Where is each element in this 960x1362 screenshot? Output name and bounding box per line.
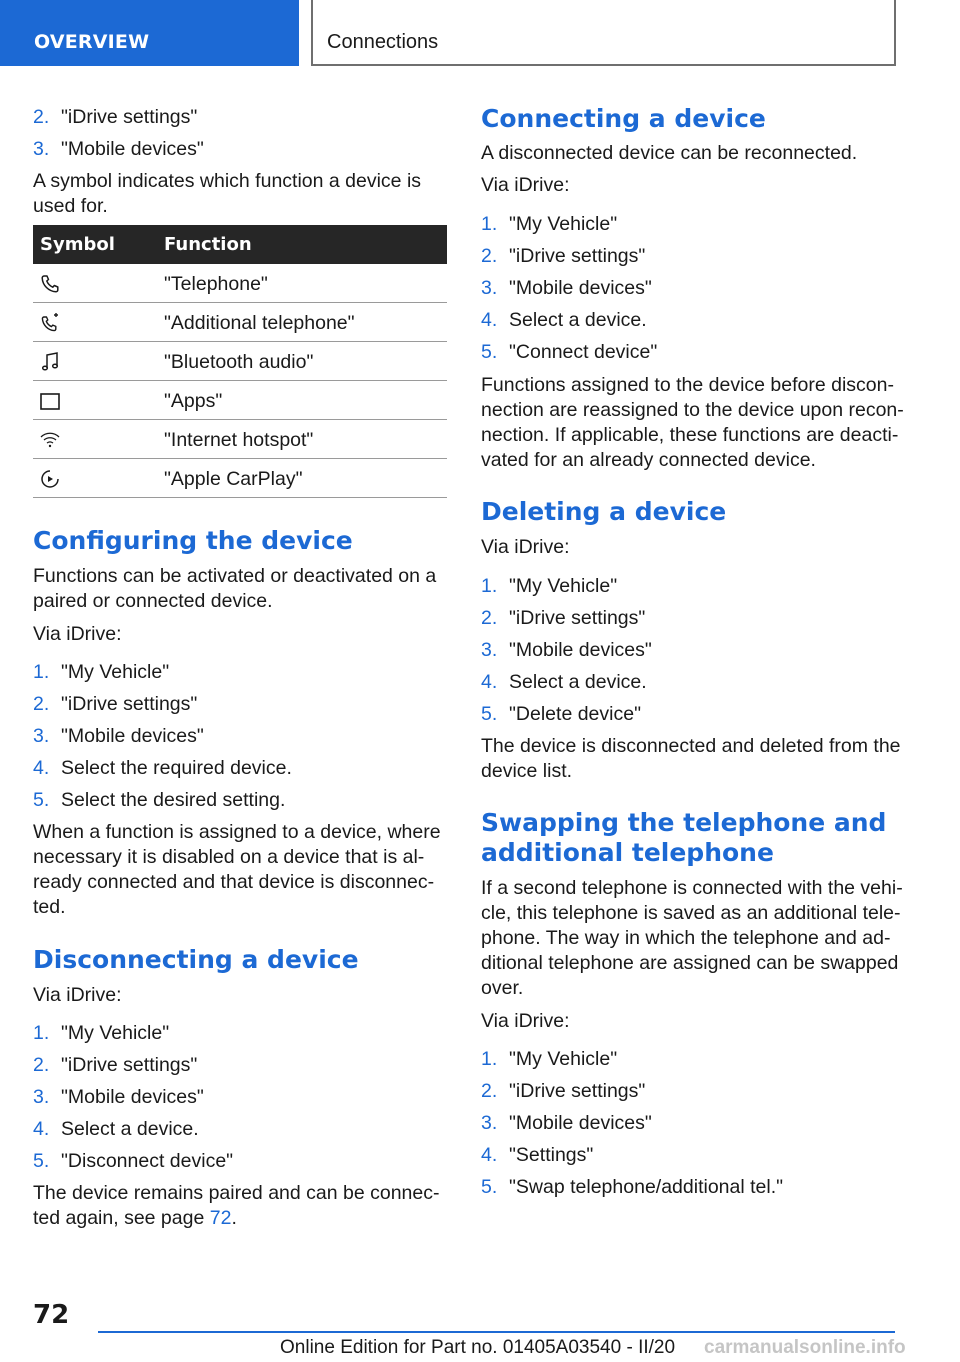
text-line: paired or connected device. bbox=[33, 590, 273, 612]
step-text: "Mobile devices" bbox=[509, 639, 652, 661]
step-text: "Mobile devices" bbox=[61, 725, 204, 747]
step-number: 3. bbox=[33, 138, 50, 160]
text-line: ready connected and that device is disconnec‐ bbox=[33, 871, 435, 893]
step-text: Select a device. bbox=[509, 671, 647, 693]
step-text: "Disconnect device" bbox=[61, 1150, 234, 1172]
text-line: necessary it is disabled on a device that is al‐ bbox=[33, 846, 425, 868]
step-number: 5. bbox=[33, 1150, 50, 1172]
text-line: device list. bbox=[481, 760, 573, 782]
step-text: "iDrive settings" bbox=[61, 1054, 198, 1076]
heading-line: additional telephone bbox=[481, 838, 774, 867]
telephone-icon bbox=[39, 273, 61, 295]
via-idrive-label: Via iDrive: bbox=[33, 623, 122, 645]
table-header bbox=[33, 225, 447, 264]
step-number: 1. bbox=[481, 575, 498, 597]
step-number: 2. bbox=[33, 1054, 50, 1076]
step-text: Select the desired setting. bbox=[61, 789, 286, 811]
section-heading bbox=[481, 808, 886, 868]
section-intro bbox=[481, 876, 903, 1001]
text-fragment: ted again, see page bbox=[33, 1207, 210, 1229]
text-line: over. bbox=[481, 977, 524, 999]
page-number: 72 bbox=[33, 1300, 70, 1330]
wifi-hotspot-icon bbox=[39, 429, 61, 451]
section-intro: A disconnected device can be reconnected. bbox=[481, 142, 858, 164]
edition-text: Online Edition for Part no. 01405A03540 - II/20 bbox=[280, 1337, 676, 1358]
via-idrive-label: Via iDrive: bbox=[33, 984, 122, 1006]
chapter-tab: OVERVIEW bbox=[0, 0, 299, 66]
symbol-intro-text bbox=[33, 169, 421, 219]
step-number: 5. bbox=[33, 789, 50, 811]
step-number: 2. bbox=[481, 245, 498, 267]
step-text: "iDrive settings" bbox=[61, 106, 198, 128]
step-text: "My Vehicle" bbox=[509, 575, 618, 597]
step-text: "Mobile devices" bbox=[509, 1112, 652, 1134]
text-line: phone. The way in which the telephone and ad‐ bbox=[481, 927, 891, 949]
step-text: "Mobile devices" bbox=[61, 1086, 204, 1108]
step-text: "iDrive settings" bbox=[509, 1080, 646, 1102]
text-line: vated for an already connected device. bbox=[481, 449, 816, 471]
table-row bbox=[33, 342, 447, 381]
via-idrive-label: Via iDrive: bbox=[481, 1010, 570, 1032]
section-note bbox=[33, 820, 441, 920]
section-note bbox=[33, 1181, 440, 1231]
step-number: 2. bbox=[481, 1080, 498, 1102]
text-line: cle, this telephone is saved as an additional tele‐ bbox=[481, 902, 901, 924]
step-number: 3. bbox=[481, 1112, 498, 1134]
table-cell-function: "Internet hotspot" bbox=[164, 429, 314, 451]
text-line: If a second telephone is connected with the vehi‐ bbox=[481, 877, 903, 899]
step-text: "Connect device" bbox=[509, 341, 658, 363]
step-text: "Mobile devices" bbox=[509, 277, 652, 299]
step-number: 1. bbox=[33, 661, 50, 683]
table-row bbox=[33, 303, 447, 342]
step-text: "My Vehicle" bbox=[61, 1022, 170, 1044]
page-reference-link[interactable]: 72 bbox=[209, 1207, 232, 1229]
step-number: 5. bbox=[481, 1176, 498, 1198]
section-heading: Configuring the device bbox=[33, 526, 353, 555]
section-heading: Disconnecting a device bbox=[33, 945, 359, 974]
step-number: 2. bbox=[33, 106, 50, 128]
step-number: 5. bbox=[481, 341, 498, 363]
text-line: The device remains paired and can be connec‐ bbox=[33, 1182, 440, 1204]
via-idrive-label: Via iDrive: bbox=[481, 174, 570, 196]
step-text: Select a device. bbox=[61, 1118, 199, 1140]
step-number: 1. bbox=[481, 213, 498, 235]
step-text: "iDrive settings" bbox=[509, 607, 646, 629]
table-cell-function: "Apple CarPlay" bbox=[164, 468, 303, 490]
music-note-icon bbox=[39, 351, 61, 373]
heading-line: Swapping the telephone and bbox=[481, 808, 887, 837]
step-text: "iDrive settings" bbox=[509, 245, 646, 267]
step-text: "My Vehicle" bbox=[509, 1048, 618, 1070]
step-text: "Mobile devices" bbox=[61, 138, 204, 160]
table-row bbox=[33, 381, 447, 420]
step-text: "My Vehicle" bbox=[61, 661, 170, 683]
text-line: ditional telephone are assigned can be swapped bbox=[481, 952, 899, 974]
step-number: 2. bbox=[481, 607, 498, 629]
text-fragment: . bbox=[231, 1207, 237, 1229]
step-number: 1. bbox=[33, 1022, 50, 1044]
step-text: "Delete device" bbox=[509, 703, 641, 725]
section-note bbox=[481, 734, 901, 784]
text-line: ted. bbox=[33, 896, 66, 918]
text-line: used for. bbox=[33, 195, 108, 217]
step-number: 3. bbox=[481, 277, 498, 299]
section-heading: Connecting a device bbox=[481, 104, 766, 133]
section-note bbox=[481, 373, 904, 473]
apps-icon bbox=[39, 390, 61, 412]
step-number: 1. bbox=[481, 1048, 498, 1070]
step-number: 4. bbox=[481, 309, 498, 331]
table-row bbox=[33, 264, 447, 303]
step-text: "Swap telephone/additional tel." bbox=[509, 1176, 784, 1198]
step-number: 4. bbox=[33, 757, 50, 779]
step-number: 4. bbox=[481, 1144, 498, 1166]
step-text: "Settings" bbox=[509, 1144, 594, 1166]
step-text: Select the required device. bbox=[61, 757, 292, 779]
column-header-function: Function bbox=[164, 234, 252, 255]
footer-divider bbox=[98, 1331, 895, 1333]
page-header bbox=[0, 0, 960, 66]
step-text: "My Vehicle" bbox=[509, 213, 618, 235]
step-number: 2. bbox=[33, 693, 50, 715]
text-line: nection are reassigned to the device upon recon‐ bbox=[481, 399, 904, 421]
text-line: nection. If applicable, these functions are deacti‐ bbox=[481, 424, 899, 446]
table-row bbox=[33, 459, 447, 498]
step-number: 4. bbox=[33, 1118, 50, 1140]
column-header-symbol: Symbol bbox=[40, 234, 115, 255]
step-number: 4. bbox=[481, 671, 498, 693]
step-text: Select a device. bbox=[509, 309, 647, 331]
text-line: Functions assigned to the device before discon‐ bbox=[481, 374, 894, 396]
section-heading: Deleting a device bbox=[481, 497, 727, 526]
table-cell-function: "Apps" bbox=[164, 390, 223, 412]
step-text: "iDrive settings" bbox=[61, 693, 198, 715]
text-line: When a function is assigned to a device, where bbox=[33, 821, 441, 843]
table-row bbox=[33, 420, 447, 459]
table-cell-function: "Bluetooth audio" bbox=[164, 351, 314, 373]
text-line: Functions can be activated or deactivated on a bbox=[33, 565, 437, 587]
watermark: carmanualsonline.info bbox=[704, 1337, 906, 1358]
step-number: 3. bbox=[33, 1086, 50, 1108]
table-cell-function: "Telephone" bbox=[164, 273, 268, 295]
text-line: A symbol indicates which function a device is bbox=[33, 170, 422, 192]
step-number: 5. bbox=[481, 703, 498, 725]
carplay-icon bbox=[39, 468, 61, 490]
table-cell-function: "Additional telephone" bbox=[164, 312, 355, 334]
via-idrive-label: Via iDrive: bbox=[481, 536, 570, 558]
additional-telephone-icon bbox=[39, 312, 61, 334]
text-line: The device is disconnected and deleted from the bbox=[481, 735, 901, 757]
step-number: 3. bbox=[33, 725, 50, 747]
section-title: Connections bbox=[311, 0, 896, 66]
step-number: 3. bbox=[481, 639, 498, 661]
text-line bbox=[33, 1206, 440, 1231]
section-intro bbox=[33, 564, 436, 614]
